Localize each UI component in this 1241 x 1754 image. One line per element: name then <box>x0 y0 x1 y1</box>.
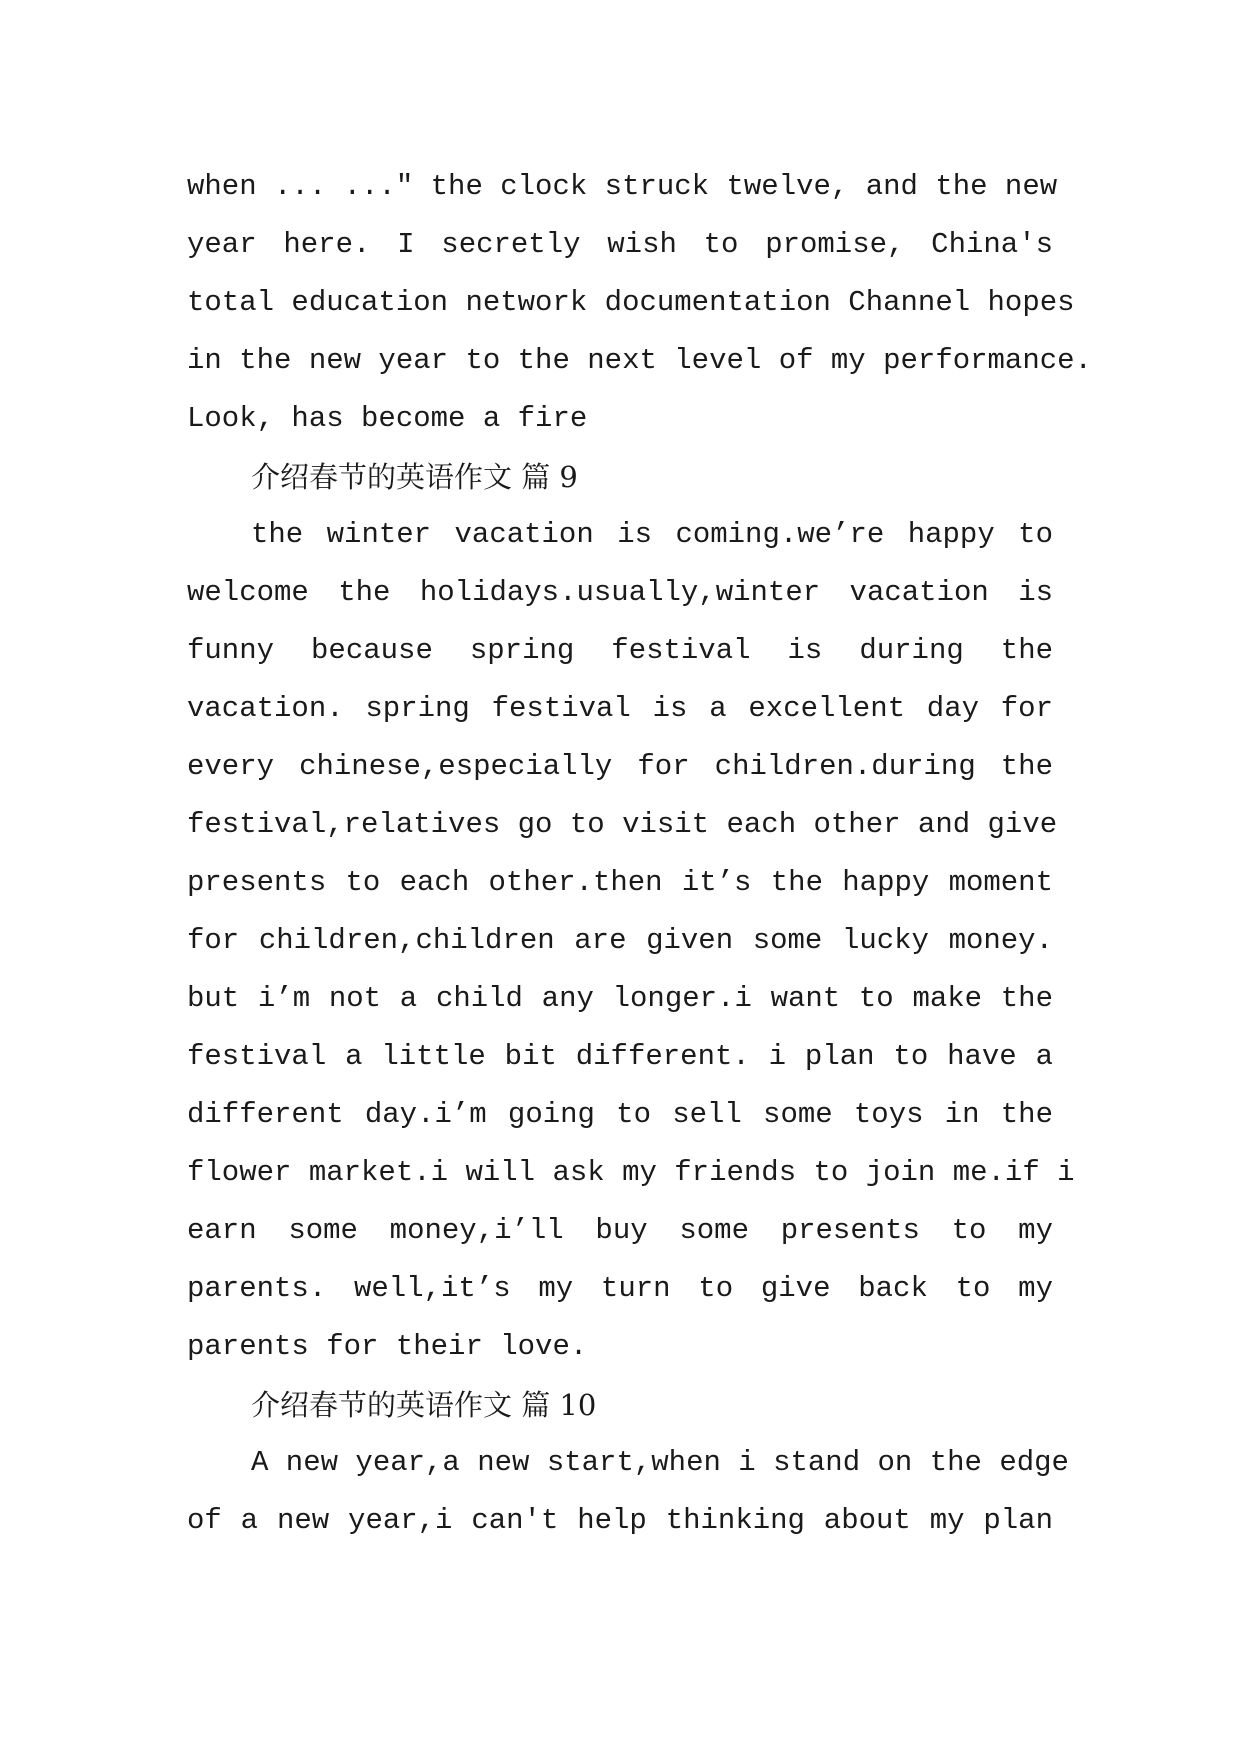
paragraph-continued <box>187 158 1092 448</box>
text-line: different day.i’m going to sell some toys in the <box>187 1098 1053 1131</box>
document-page <box>187 158 1092 1550</box>
text-line: parents. well,it’s my turn to give back to my <box>187 1272 1053 1305</box>
text-line: when ... ..." the clock struck twelve, and the new <box>187 170 1058 203</box>
section-heading-10: 介绍春节的英语作文 篇 10 <box>251 1388 597 1422</box>
text-line: flower market.i will ask my friends to join me.if i <box>187 1156 1075 1189</box>
text-line: of a new year,i can't help thinking about my plan <box>187 1504 1053 1537</box>
text-line: festival a little bit different. i plan to have a <box>187 1040 1053 1073</box>
section-heading-9: 介绍春节的英语作文 篇 9 <box>251 460 578 494</box>
text-line: vacation. spring festival is a excellent day for <box>187 692 1053 725</box>
text-line: welcome the holidays.usually,winter vacation is <box>187 576 1053 609</box>
text-line: parents for their love. <box>187 1330 588 1363</box>
section-body-10 <box>187 1434 1069 1550</box>
text-line: in the new year to the next level of my performance. <box>187 344 1092 377</box>
text-line: funny because spring festival is during the <box>187 634 1053 667</box>
text-line: A new year,a new start,when i stand on the edge <box>251 1446 1069 1479</box>
text-line: year here. I secretly wish to promise, China's <box>187 228 1053 261</box>
text-line: the winter vacation is coming.we’re happy to <box>251 518 1053 551</box>
text-line: earn some money,i’ll buy some presents to my <box>187 1214 1053 1247</box>
text-line: Look, has become a fire <box>187 402 588 435</box>
text-line: total education network documentation Channel hopes <box>187 286 1075 319</box>
section-body-9 <box>187 506 1075 1376</box>
text-line: every chinese,especially for children.during the <box>187 750 1053 783</box>
text-line: festival,relatives go to visit each other and give <box>187 808 1058 841</box>
text-line: for children,children are given some lucky money. <box>187 924 1053 957</box>
text-line: presents to each other.then it’s the happy moment <box>187 866 1053 899</box>
text-line: but i’m not a child any longer.i want to make the <box>187 982 1053 1015</box>
